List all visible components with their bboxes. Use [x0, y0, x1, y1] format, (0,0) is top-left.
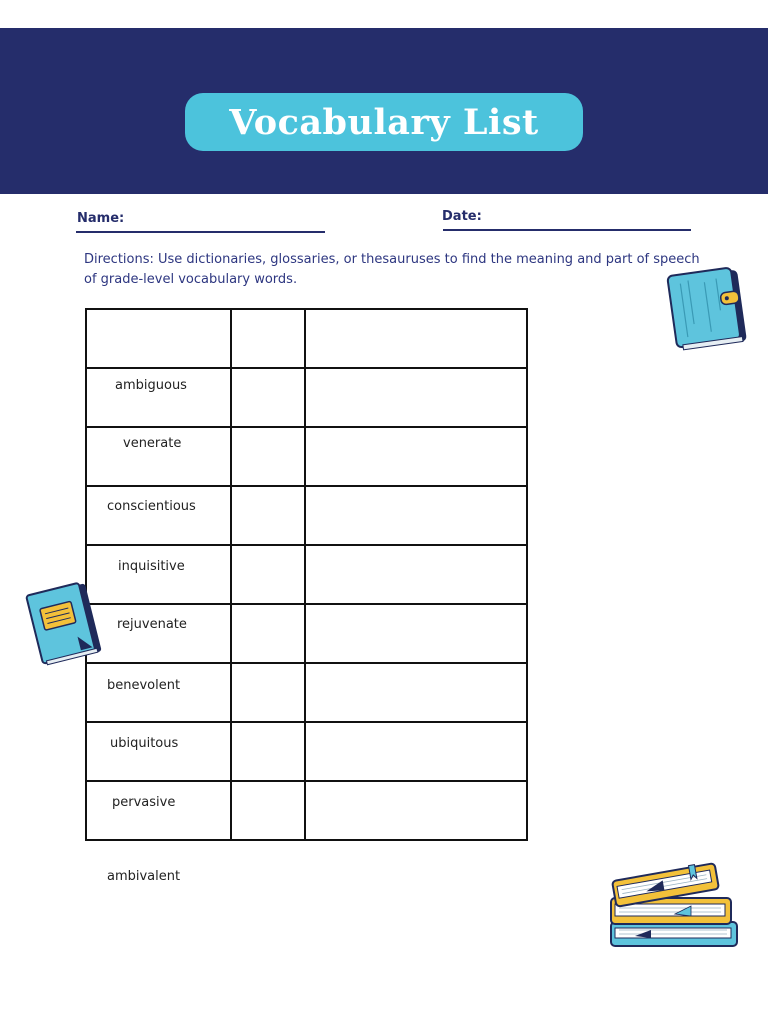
word-text: ubiquitous	[110, 736, 179, 751]
table-row	[86, 604, 527, 663]
word-cell	[86, 486, 231, 545]
closed-book-icon	[662, 262, 754, 354]
table-row	[86, 427, 527, 486]
table-row	[86, 781, 527, 840]
notebook-icon	[20, 580, 104, 668]
header-part-of-speech-cell	[231, 309, 305, 368]
word-cell	[86, 604, 231, 663]
word-cell	[86, 427, 231, 486]
title-pill	[185, 93, 583, 151]
table-row	[86, 545, 527, 604]
name-label: Name:	[77, 211, 125, 226]
word-text: venerate	[123, 436, 182, 451]
page-title: Vocabulary List	[229, 101, 539, 143]
name-field-line[interactable]	[76, 231, 325, 233]
date-field-line[interactable]	[443, 229, 691, 231]
table-header-row	[86, 309, 527, 368]
word-cell	[86, 368, 231, 427]
part-of-speech-cell[interactable]	[231, 486, 305, 545]
word-cell	[86, 781, 231, 840]
part-of-speech-cell[interactable]	[231, 722, 305, 781]
part-of-speech-cell[interactable]	[231, 781, 305, 840]
word-cell	[86, 545, 231, 604]
part-of-speech-cell[interactable]	[231, 427, 305, 486]
meaning-cell[interactable]	[305, 604, 527, 663]
header-word-cell	[86, 309, 231, 368]
table-row	[86, 722, 527, 781]
word-cell	[86, 722, 231, 781]
table-row	[86, 368, 527, 427]
meaning-cell[interactable]	[305, 781, 527, 840]
meaning-cell[interactable]	[305, 545, 527, 604]
word-text: inquisitive	[118, 559, 185, 574]
word-text: benevolent	[107, 678, 181, 693]
meaning-cell[interactable]	[305, 722, 527, 781]
meaning-cell[interactable]	[305, 486, 527, 545]
date-label: Date:	[442, 209, 482, 224]
part-of-speech-cell[interactable]	[231, 368, 305, 427]
directions-text: Directions: Use dictionaries, glossaries, or thesauruses to find the meaning and part of speech of grade-level vocabulary words.	[84, 252, 700, 287]
book-stack-icon	[605, 858, 745, 956]
meaning-cell[interactable]	[305, 663, 527, 722]
part-of-speech-cell[interactable]	[231, 604, 305, 663]
meaning-cell[interactable]	[305, 368, 527, 427]
vocabulary-table	[85, 308, 528, 841]
extra-word-text: ambivalent	[107, 869, 181, 884]
part-of-speech-cell[interactable]	[231, 545, 305, 604]
table-row	[86, 663, 527, 722]
header-meaning-cell	[305, 309, 527, 368]
word-text: pervasive	[112, 795, 176, 810]
word-cell	[86, 663, 231, 722]
word-text: conscientious	[107, 499, 196, 514]
part-of-speech-cell[interactable]	[231, 663, 305, 722]
table-row	[86, 486, 527, 545]
meaning-cell[interactable]	[305, 427, 527, 486]
word-text: ambiguous	[115, 378, 187, 393]
word-text: rejuvenate	[117, 617, 187, 632]
